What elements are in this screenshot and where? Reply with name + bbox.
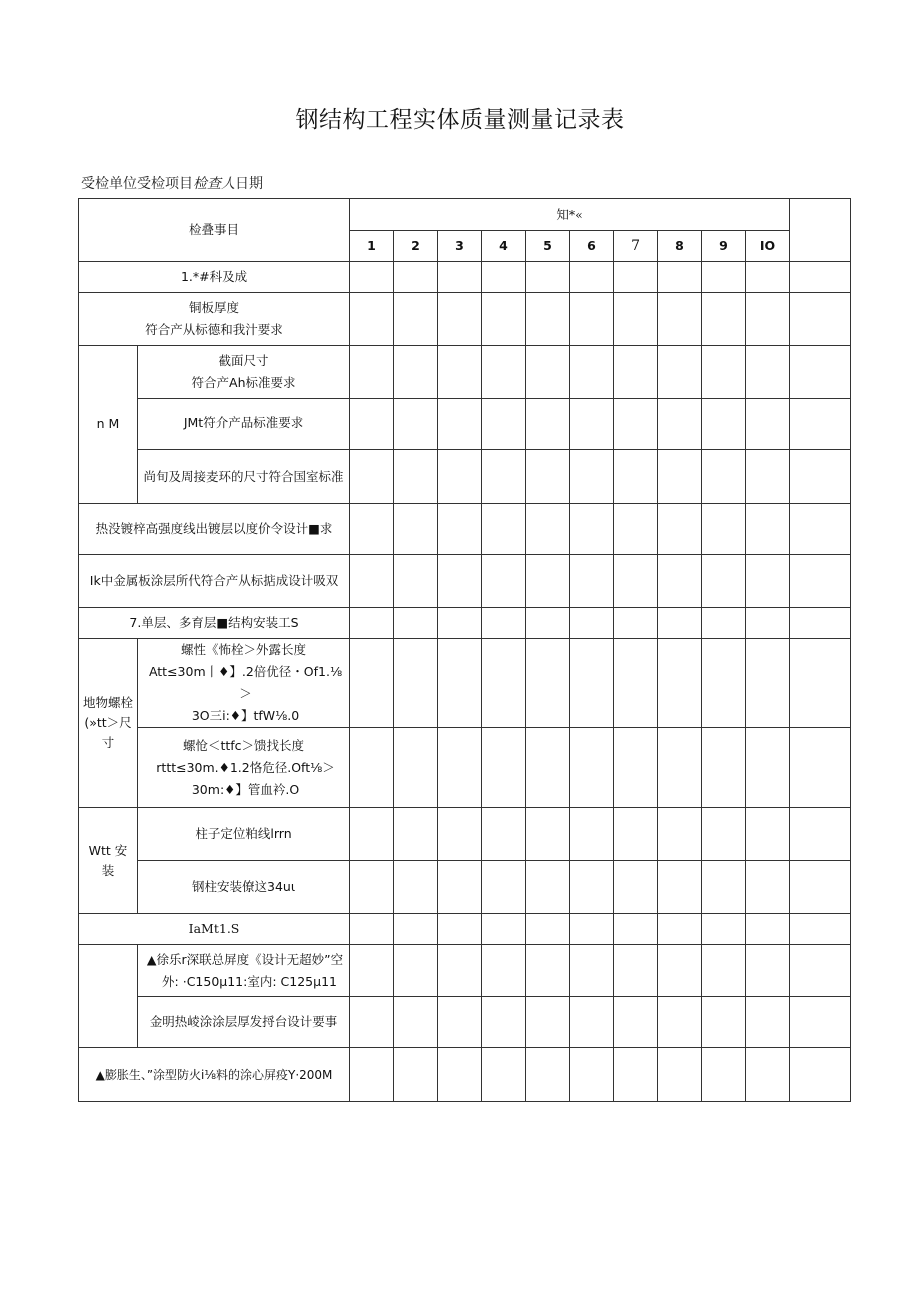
data-cell [350,293,394,346]
data-cell [438,945,482,997]
page-title: 钢结构工程实体质量测量记录表 [295,107,625,133]
data-cell [526,639,570,728]
data-cell [570,861,614,914]
data-cell [702,346,746,399]
data-cell [350,1048,394,1102]
data-cell [702,262,746,293]
data-cell [482,1048,526,1102]
col-num-5: 5 [526,231,570,262]
col-num-7: 7 [614,231,658,262]
table-row [79,1048,851,1102]
data-cell [614,945,658,997]
data-cell [702,728,746,808]
data-cell [350,861,394,914]
data-cell [614,997,658,1048]
data-cell [746,639,790,728]
data-cell [614,555,658,608]
data-cell [658,555,702,608]
data-cell [570,608,614,639]
data-cell [570,293,614,346]
data-cell [702,608,746,639]
data-cell [790,945,851,997]
row-9-group: 地物螺栓(»tt＞尺寸 [79,639,138,808]
data-cell [658,450,702,504]
table-row [79,262,851,293]
data-cell [394,504,438,555]
col-num-9: 9 [702,231,746,262]
data-cell [482,262,526,293]
data-cell [526,997,570,1048]
data-cell [482,504,526,555]
data-cell [790,399,851,450]
data-cell [526,914,570,945]
row-10-label [138,728,350,808]
col-num-10: IO [746,231,790,262]
row-10-line-1: 螺怆＜ttfc＞馈找长度 [182,737,305,753]
data-cell [526,346,570,399]
row-9-line-1: 螺性《怖栓＞外露长度 [181,642,307,657]
col-num-1: 1 [350,231,394,262]
table-row [79,914,851,945]
data-cell [394,293,438,346]
row-6-label: 热没镀梓高强度线出镀层以度价令设计■求 [79,504,350,555]
row-14-group [79,945,138,1048]
data-cell [702,399,746,450]
row-7-label: Ik中金属板涂层所代符合产从标掂成设计吸双 [79,555,350,608]
data-cell [790,293,851,346]
data-cell [570,555,614,608]
row-10-line-2: rttt≤30m.♦1.2恪危径.Oft⅛＞ [156,759,335,775]
data-cell [482,808,526,861]
data-cell [350,808,394,861]
data-cell [570,1048,614,1102]
data-cell [702,997,746,1048]
header-item: 检叠事目 [79,199,350,262]
data-cell [482,997,526,1048]
data-cell [746,346,790,399]
data-cell [746,555,790,608]
data-cell [614,399,658,450]
data-cell [394,346,438,399]
table-row [79,346,851,399]
data-cell [790,997,851,1048]
data-cell [570,504,614,555]
data-cell [350,399,394,450]
table-row [79,555,851,608]
data-cell [658,293,702,346]
data-cell [350,639,394,728]
data-cell [482,728,526,808]
data-cell [702,945,746,997]
data-cell [790,728,851,808]
data-cell [658,808,702,861]
data-cell [570,808,614,861]
header-group-label: 知*« [350,199,790,231]
data-cell [614,861,658,914]
table-row [79,728,851,808]
data-cell [438,504,482,555]
data-cell [790,555,851,608]
data-cell [702,914,746,945]
data-cell [658,945,702,997]
data-cell [350,914,394,945]
row-16-label: ▲膨胀生、”涂型防火i⅛料的涂心屏疫Y·200M [79,1048,350,1102]
table-row [79,997,851,1048]
data-cell [350,504,394,555]
data-cell [614,504,658,555]
data-cell [658,997,702,1048]
data-cell [746,293,790,346]
data-cell [438,555,482,608]
data-cell [658,861,702,914]
data-cell [526,1048,570,1102]
row-5-label: 尚旬及周接麦环的尺寸符合国室标准 [138,450,350,504]
table-row [79,450,851,504]
data-cell [526,945,570,997]
row-9-label [138,639,350,728]
meta-inspector: 检查人 [193,176,235,192]
data-cell [790,504,851,555]
data-cell [790,450,851,504]
data-cell [790,262,851,293]
meta-units-project: 受检单位受检项目 [81,176,193,192]
data-cell [614,1048,658,1102]
data-cell [746,861,790,914]
meta-line [81,173,263,193]
data-cell [658,639,702,728]
row-8-label: 7.单层、多育层■结构安装工S [79,608,350,639]
data-cell [570,945,614,997]
data-cell [702,555,746,608]
data-cell [394,639,438,728]
data-cell [570,639,614,728]
data-cell [614,914,658,945]
data-cell [438,639,482,728]
data-cell [482,555,526,608]
data-cell [394,997,438,1048]
data-cell [702,808,746,861]
data-cell [658,346,702,399]
data-cell [570,450,614,504]
data-cell [350,555,394,608]
data-cell [746,728,790,808]
data-cell [702,450,746,504]
data-cell [746,262,790,293]
data-cell [526,450,570,504]
data-cell [746,997,790,1048]
data-cell [790,914,851,945]
data-cell [658,608,702,639]
row-2-label [79,293,350,346]
col-num-2: 2 [394,231,438,262]
data-cell [438,914,482,945]
data-cell [746,1048,790,1102]
data-cell [438,1048,482,1102]
data-cell [790,1048,851,1102]
table-row [79,639,851,728]
data-cell [746,914,790,945]
row-11-label: 柱子定位粕线lrrn [138,808,350,861]
data-cell [394,914,438,945]
data-cell [394,555,438,608]
data-cell [790,346,851,399]
row-3-group: n M [79,346,138,504]
data-cell [702,1048,746,1102]
header-extra [790,199,851,262]
data-cell [482,914,526,945]
data-cell [350,346,394,399]
data-cell [614,262,658,293]
data-cell [482,450,526,504]
data-cell [482,399,526,450]
data-cell [526,293,570,346]
data-cell [614,808,658,861]
data-cell [438,262,482,293]
row-14-line-1: ▲徐乐r深联总屏度《设计无超妙”空 [146,951,344,967]
table-row [79,399,851,450]
data-cell [438,450,482,504]
data-cell [482,639,526,728]
data-cell [394,808,438,861]
data-cell [526,608,570,639]
row-9-line-2: Att≤30m丨♦】.2倍优径・Of1.⅛＞ [148,664,343,701]
row-11-group: Wtt 安装 [79,808,138,914]
data-cell [658,262,702,293]
data-cell [394,262,438,293]
data-cell [658,399,702,450]
data-cell [394,450,438,504]
data-cell [394,861,438,914]
data-cell [790,639,851,728]
data-cell [746,945,790,997]
row-4-label: JMt符介产品标准要求 [138,399,350,450]
data-cell [614,639,658,728]
table-row [79,504,851,555]
row-9-line-3: 3O三i:♦】tfW⅛.0 [191,708,300,723]
col-num-3: 3 [438,231,482,262]
data-cell [350,728,394,808]
data-cell [394,728,438,808]
data-cell [658,914,702,945]
table-row [79,608,851,639]
data-cell [570,728,614,808]
meta-date: 日期 [235,176,263,192]
data-cell [790,861,851,914]
data-cell [570,997,614,1048]
data-cell [350,262,394,293]
row-3-line-2: 符合产Ah标准要求 [191,375,296,390]
row-2-line-1: 铜板厚度 [189,300,240,315]
data-cell [526,262,570,293]
data-cell [746,504,790,555]
data-cell [482,945,526,997]
data-cell [438,808,482,861]
data-cell [394,608,438,639]
data-cell [438,861,482,914]
data-cell [702,504,746,555]
data-cell [658,1048,702,1102]
data-cell [526,399,570,450]
row-3-line-1: 截面尺寸 [218,353,269,368]
row-13-label: IaMt1.S [79,914,350,945]
data-cell [526,504,570,555]
data-cell [526,808,570,861]
col-num-4: 4 [482,231,526,262]
data-cell [614,293,658,346]
data-cell [702,293,746,346]
data-cell [614,346,658,399]
data-cell [570,346,614,399]
record-table [78,198,851,1102]
row-10-line-3: 30m:♦】管血衿.O [191,781,300,797]
data-cell [482,293,526,346]
data-cell [482,608,526,639]
data-cell [438,997,482,1048]
data-cell [438,293,482,346]
data-cell [350,608,394,639]
data-cell [526,728,570,808]
row-15-label: 金明热崚涂涂层厚发捋台设计要事 [138,997,350,1048]
row-3-label [138,346,350,399]
data-cell [614,608,658,639]
col-num-8: 8 [658,231,702,262]
data-cell [746,808,790,861]
col-num-6: 6 [570,231,614,262]
row-1-label: 1.*#科及成 [79,262,350,293]
data-cell [350,450,394,504]
row-14-line-2: 外: ·C150μ11:室内: C125μ11 [162,973,337,989]
data-cell [614,728,658,808]
table-row [79,293,851,346]
data-cell [570,914,614,945]
data-cell [746,608,790,639]
data-cell [394,1048,438,1102]
header-row-1 [79,199,851,231]
data-cell [438,728,482,808]
data-cell [658,728,702,808]
data-cell [702,639,746,728]
data-cell [350,997,394,1048]
data-cell [702,861,746,914]
data-cell [746,399,790,450]
data-cell [482,861,526,914]
table-row [79,945,851,997]
data-cell [526,555,570,608]
row-2-line-2: 符合产从标德和我汁要求 [145,322,283,337]
data-cell [394,945,438,997]
data-cell [438,346,482,399]
data-cell [438,399,482,450]
data-cell [614,450,658,504]
data-cell [790,608,851,639]
data-cell [526,861,570,914]
row-14-label [138,945,350,997]
data-cell [394,399,438,450]
data-cell [570,262,614,293]
row-12-label: 钢柱安装僚这34uι [138,861,350,914]
data-cell [438,608,482,639]
data-cell [746,450,790,504]
data-cell [570,399,614,450]
data-cell [790,808,851,861]
data-cell [482,346,526,399]
table-row [79,861,851,914]
data-cell [350,945,394,997]
data-cell [658,504,702,555]
table-row [79,808,851,861]
